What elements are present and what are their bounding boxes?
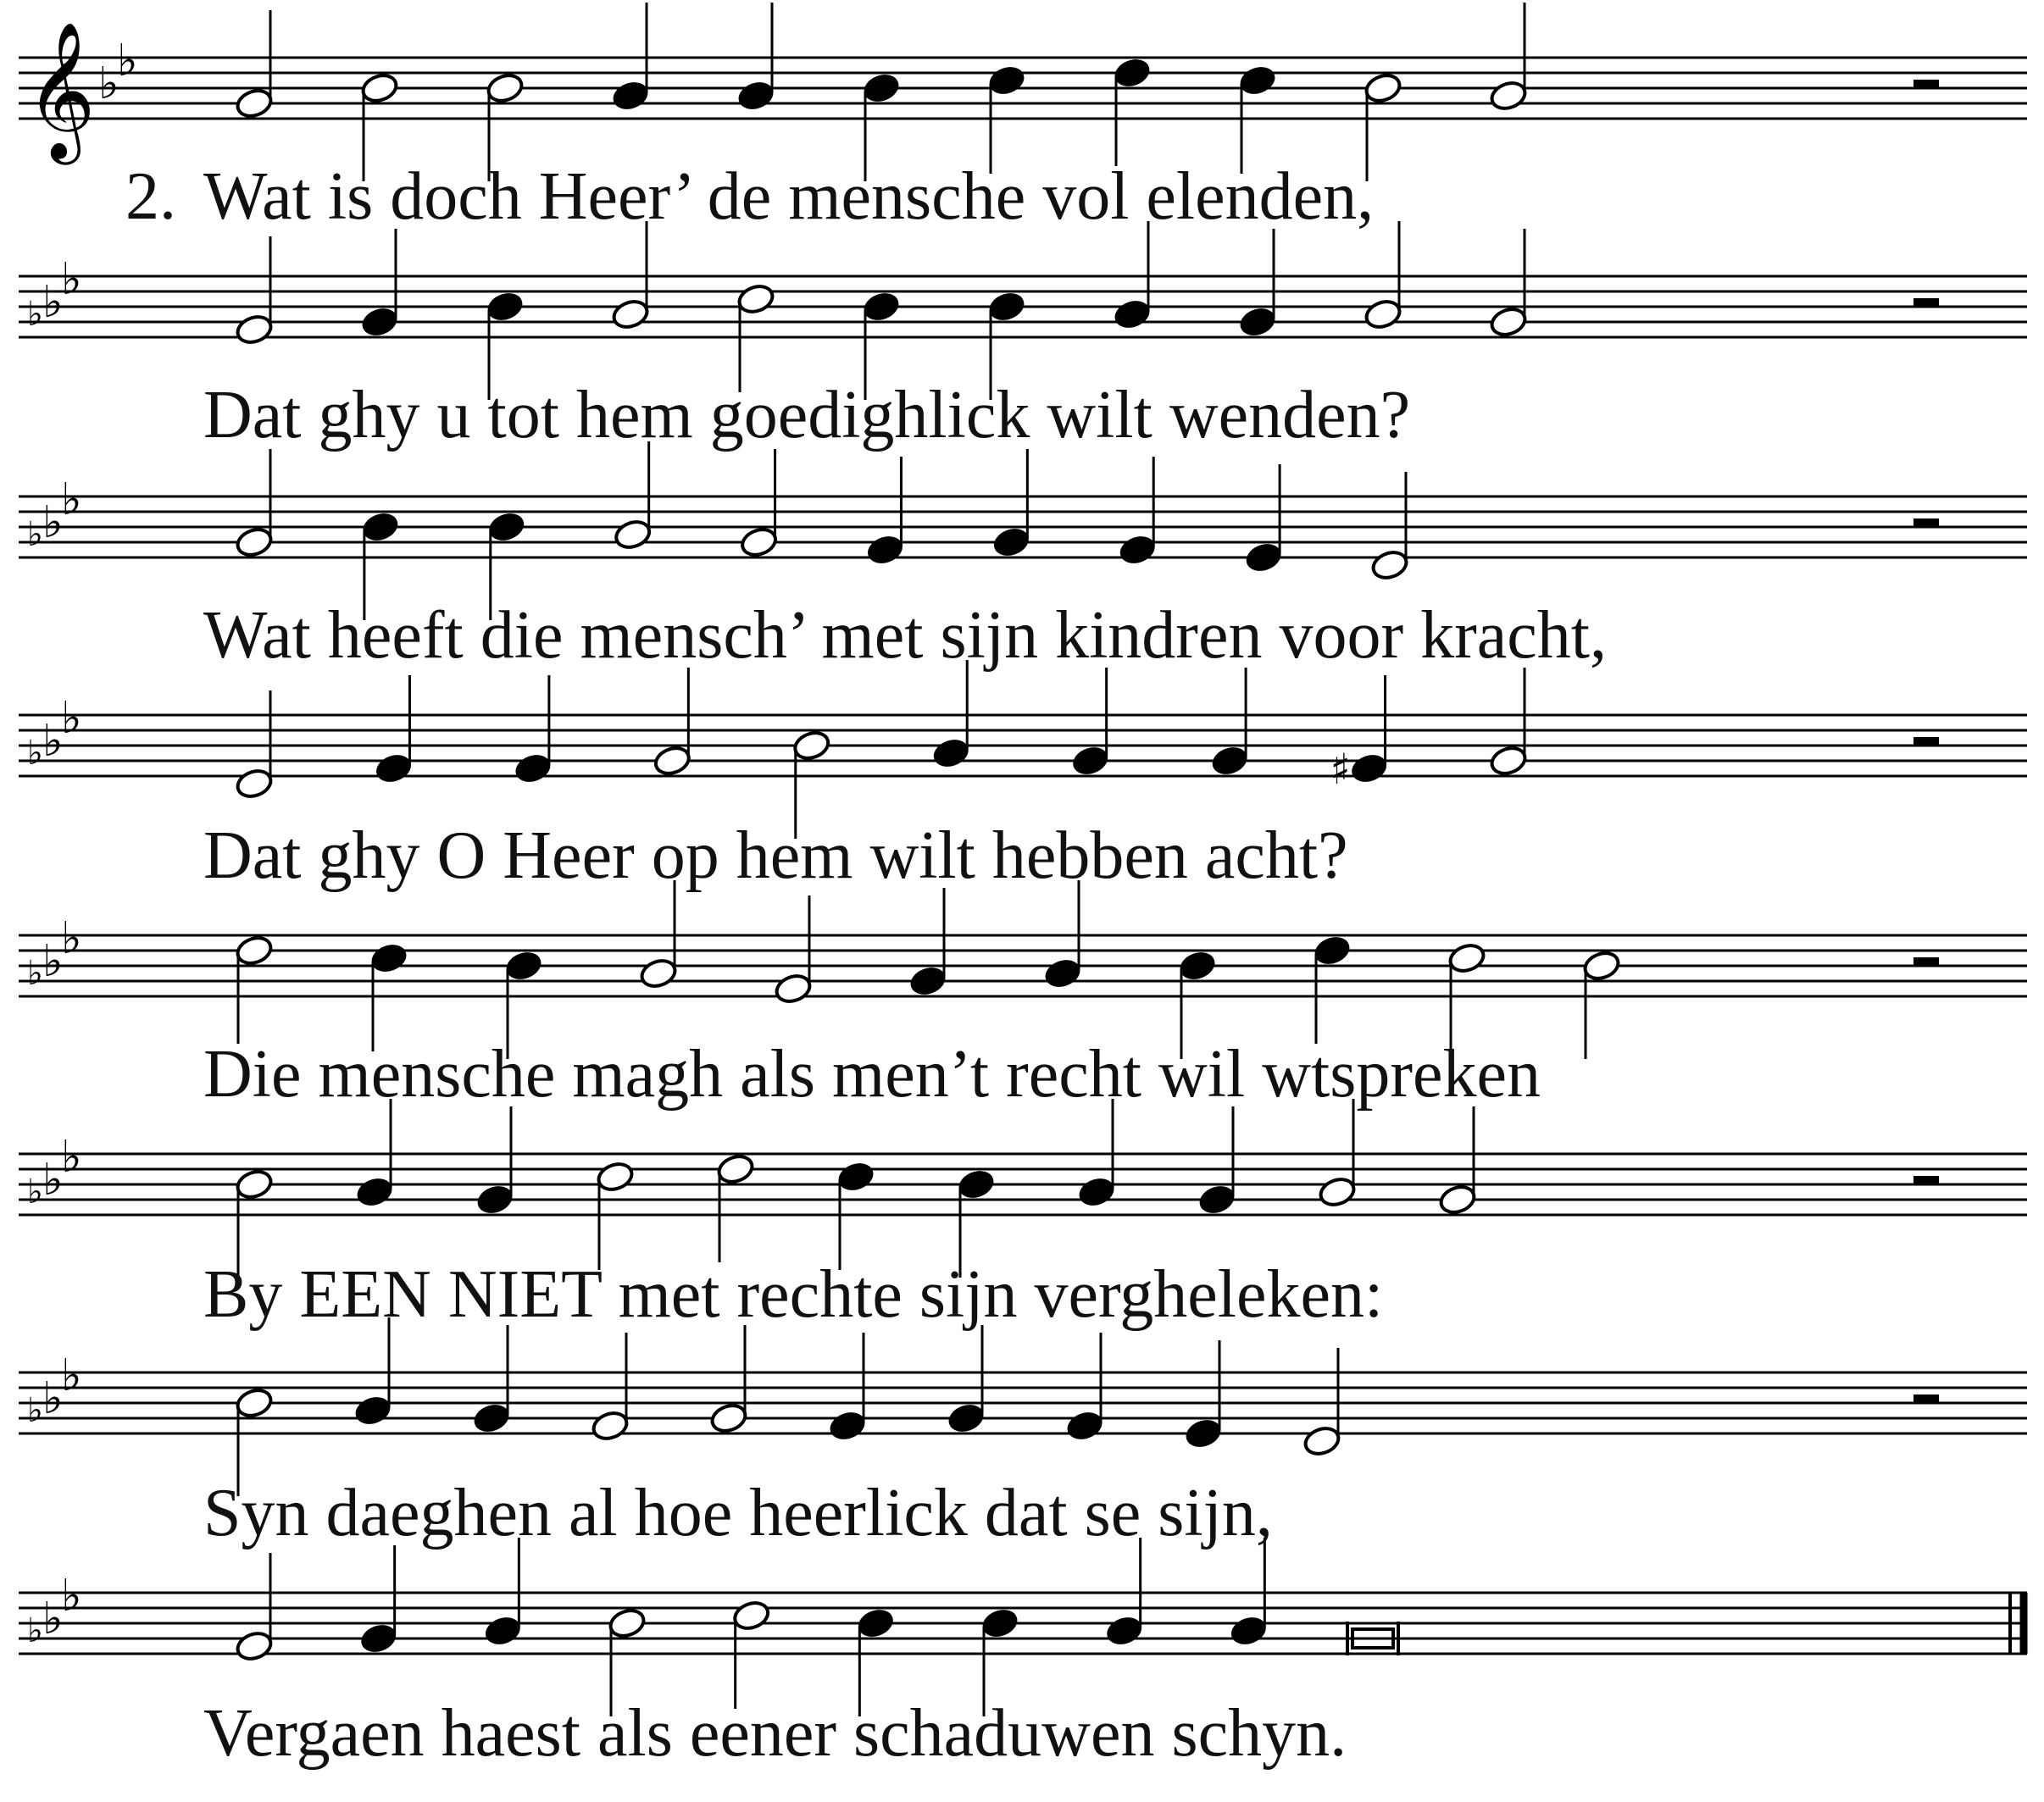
flat-sign-icon: ♭ <box>42 716 64 767</box>
lyric-line-4: Dat ghy O Heer op hem wilt hebben acht? <box>203 818 1348 893</box>
note <box>1183 1340 1223 1450</box>
clef-fragment-icon: ♭ <box>27 734 43 773</box>
treble-clef-icon: 𝄞 <box>25 21 96 159</box>
quarter-note-head <box>980 1606 1019 1640</box>
half-note-head <box>234 525 274 559</box>
quarter-note-head <box>836 1160 875 1194</box>
half-note-head <box>715 1152 755 1186</box>
half-note-head <box>638 956 678 990</box>
note <box>715 1152 755 1262</box>
note <box>358 1545 398 1655</box>
half-note-head <box>773 972 813 1006</box>
rest-icon <box>1913 1394 1939 1403</box>
note <box>1070 668 1110 778</box>
half-note-head <box>1437 1183 1477 1217</box>
flat-sign-icon: ♭ <box>61 693 82 744</box>
lyric-line-7: Syn daeghen al hoe heerlick dat se sijn, <box>203 1476 1273 1550</box>
staff-system <box>19 660 2027 839</box>
flat-sign-icon: ♭ <box>42 936 64 987</box>
quarter-note-head <box>1210 744 1250 778</box>
note <box>1112 56 1152 166</box>
clef-fragment-icon: ♭ <box>27 1611 43 1650</box>
quarter-note-head <box>1183 1417 1223 1450</box>
staff-system <box>19 880 2027 1059</box>
note <box>946 1325 986 1435</box>
flat-sign-icon: ♭ <box>42 497 64 548</box>
note <box>234 934 274 1044</box>
clef-fragment-icon: ♭ <box>27 295 43 334</box>
lyric-line-2: Dat ghy u tot hem goedighlick wilt wenden? <box>203 378 1411 452</box>
quarter-note-head <box>1229 1614 1269 1648</box>
note <box>1330 675 1390 794</box>
note <box>475 1106 514 1217</box>
staff-system <box>19 441 2027 620</box>
quarter-note-head <box>956 1167 996 1201</box>
rest-icon <box>1913 957 1939 966</box>
note <box>359 229 399 339</box>
quarter-note-head <box>1118 533 1158 567</box>
quarter-note-head <box>358 1622 398 1655</box>
flat-sign-icon: ♭ <box>42 1155 64 1206</box>
half-note-head <box>1447 941 1486 975</box>
staff-system <box>19 1538 2027 1716</box>
quarter-note-head <box>486 510 526 544</box>
note <box>471 1325 511 1435</box>
quarter-note-head <box>1244 541 1284 574</box>
quarter-note-head <box>374 751 414 785</box>
note <box>708 1325 748 1435</box>
lyric-line-8: Vergaen haest als eener schaduwen schyn. <box>203 1696 1347 1771</box>
quarter-note-head <box>986 290 1026 324</box>
quarter-note-head <box>354 1175 394 1209</box>
half-note-head <box>610 297 650 331</box>
quarter-note-head <box>931 736 971 770</box>
half-note-head <box>1488 79 1528 113</box>
clef-fragment-icon: ♭ <box>27 1391 43 1430</box>
flat-sign-icon: ♭ <box>61 474 82 525</box>
quarter-note-head <box>1112 56 1152 90</box>
flat-sign-icon: ♭ <box>42 1594 64 1644</box>
flat-sign-icon: ♭ <box>61 1350 82 1401</box>
flat-sign-icon: ♭ <box>61 1571 82 1622</box>
half-note-head <box>1581 949 1621 983</box>
quarter-note-head <box>986 64 1026 97</box>
clef-fragment-icon: ♭ <box>27 954 43 993</box>
half-note-head <box>234 1167 274 1201</box>
quarter-note-head <box>908 964 947 998</box>
quarter-note-head <box>865 533 905 567</box>
flat-sign-icon: ♭ <box>98 58 119 109</box>
half-note-head <box>613 518 653 552</box>
quarter-note-head <box>475 1183 514 1217</box>
half-note-head <box>234 1386 274 1420</box>
note <box>234 449 274 559</box>
quarter-note-head <box>991 525 1031 559</box>
rest-icon <box>1913 1176 1939 1184</box>
quarter-note-head <box>1112 297 1152 331</box>
flat-sign-icon: ♭ <box>42 277 64 328</box>
note <box>739 449 779 559</box>
clef-fragment-icon: ♭ <box>27 1173 43 1211</box>
half-note-head <box>359 71 399 105</box>
note <box>1581 949 1621 1059</box>
note <box>1244 464 1284 574</box>
quarter-note-head <box>1197 1183 1236 1217</box>
quarter-note-head <box>827 1409 867 1443</box>
half-note-head <box>234 934 274 968</box>
half-note-head <box>708 1401 748 1435</box>
quarter-note-head <box>359 305 399 339</box>
quarter-note-head <box>369 941 408 975</box>
note <box>1237 229 1277 339</box>
lyric-line-1: Wat is doch Heer’ de mensche vol elenden, <box>203 159 1375 234</box>
quarter-note-head <box>1177 949 1217 983</box>
quarter-note-head <box>503 949 543 983</box>
half-note-head <box>1488 305 1528 339</box>
clef-fragment-icon: ♭ <box>27 515 43 554</box>
verse-number: 2. <box>125 159 176 234</box>
half-note-head <box>739 525 779 559</box>
note <box>1437 1106 1477 1217</box>
half-note-head <box>234 86 274 120</box>
note <box>653 668 692 778</box>
quarter-note-head <box>946 1401 986 1435</box>
rest-icon <box>1913 737 1939 746</box>
note <box>1210 668 1250 778</box>
note <box>1197 1106 1236 1217</box>
flat-sign-icon: ♭ <box>42 1373 64 1424</box>
half-note-head <box>607 1606 647 1640</box>
quarter-note-head <box>1237 64 1277 97</box>
half-note-head <box>1488 744 1528 778</box>
quarter-note-head <box>1237 305 1277 339</box>
quarter-note-head <box>485 290 525 324</box>
rest-icon <box>1913 518 1939 527</box>
note <box>1312 934 1352 1044</box>
quarter-note-head <box>736 79 775 113</box>
quarter-note-head <box>1104 1614 1144 1648</box>
half-note-head <box>595 1160 635 1194</box>
lyric-line-5: Die mensche magh als men’t recht wil wtspreken <box>203 1037 1541 1112</box>
lyric-line-6: By EEN NIET met rechte sijn vergheleken: <box>203 1257 1384 1332</box>
flat-sign-icon: ♭ <box>61 254 82 305</box>
half-note-head <box>1363 297 1402 331</box>
rest-icon <box>1913 80 1939 88</box>
sharp-sign-icon: ♯ <box>1330 745 1351 794</box>
half-note-head <box>234 767 274 801</box>
flat-sign-icon: ♭ <box>61 913 82 964</box>
half-note-head <box>1302 1424 1341 1458</box>
quarter-note-head <box>861 71 901 105</box>
quarter-note-head <box>861 290 901 324</box>
quarter-note-head <box>610 79 650 113</box>
quarter-note-head <box>1070 744 1110 778</box>
quarter-note-head <box>1042 956 1082 990</box>
staff-system <box>19 221 2027 400</box>
half-note-head <box>653 744 692 778</box>
staff-system <box>19 1317 2027 1496</box>
half-note-head <box>590 1409 630 1443</box>
quarter-note-head <box>856 1606 896 1640</box>
quarter-note-head <box>1349 751 1389 785</box>
note <box>234 10 274 120</box>
note <box>1488 229 1528 339</box>
quarter-note-head <box>1076 1175 1116 1209</box>
half-note-head <box>485 71 525 105</box>
half-note-head <box>791 729 831 762</box>
quarter-note-head <box>483 1614 523 1648</box>
quarter-note-head <box>360 510 400 544</box>
quarter-note-head <box>1064 1409 1104 1443</box>
half-note-head <box>1317 1175 1357 1209</box>
quarter-note-head <box>353 1394 392 1428</box>
rest-icon <box>1913 298 1939 307</box>
note <box>1488 668 1528 778</box>
staff-system <box>19 1099 2027 1278</box>
note <box>908 888 947 998</box>
flat-sign-icon: ♭ <box>117 36 138 86</box>
quarter-note-head <box>513 751 553 785</box>
half-note-head <box>736 282 775 316</box>
quarter-note-head <box>471 1401 511 1435</box>
half-note-head <box>1363 71 1402 105</box>
half-note-head <box>234 313 274 347</box>
half-note-head <box>234 1629 274 1663</box>
staff-system <box>19 3 2027 181</box>
lyric-line-3: Wat heeft die mensch’ met sijn kindren voor kracht, <box>203 598 1607 673</box>
quarter-note-head <box>1312 934 1352 968</box>
flat-sign-icon: ♭ <box>61 1132 82 1183</box>
half-note-head <box>1369 548 1409 582</box>
note <box>991 449 1031 559</box>
half-note-head <box>731 1599 771 1633</box>
